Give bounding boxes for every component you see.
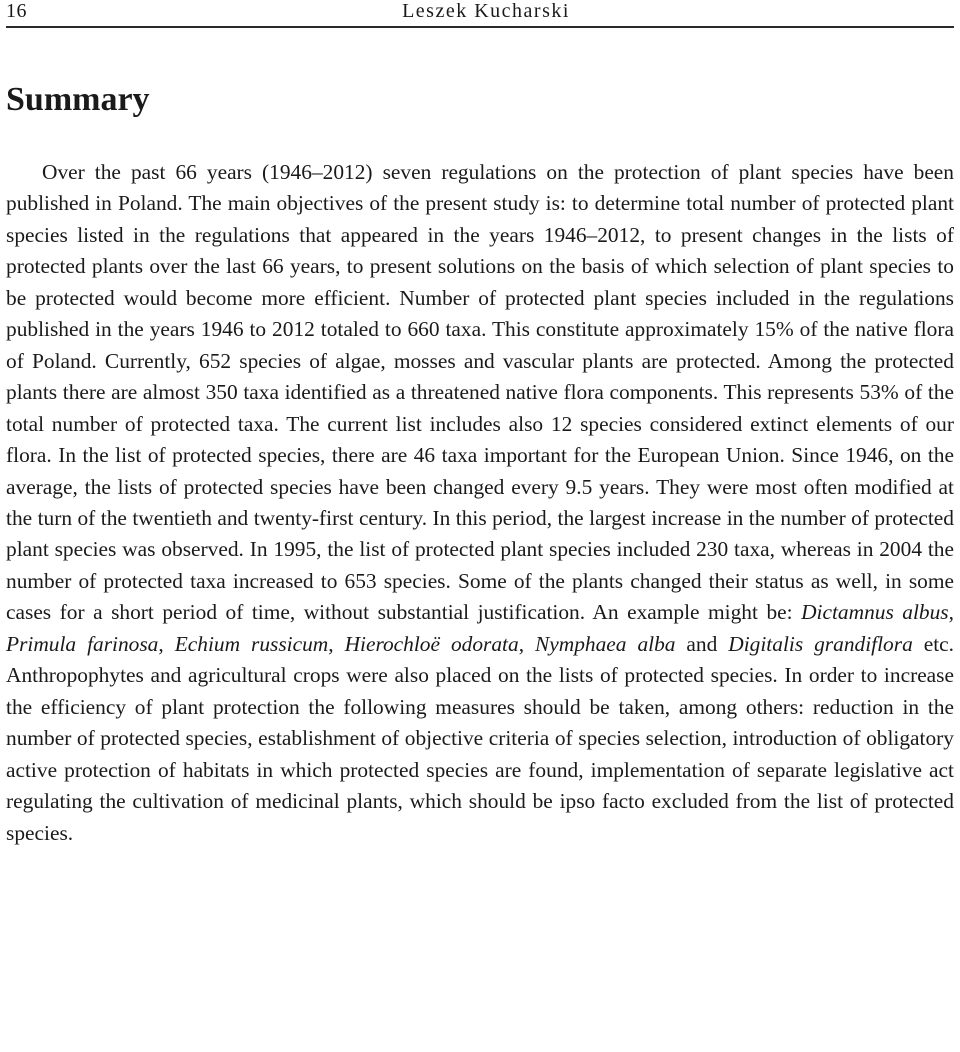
- section-title: Summary: [6, 81, 150, 118]
- summary-text-part-2: etc. Anthropophytes and agricultural crops were also placed on the lists of protected species. In order to increase the efficiency of plant protection the following measures should be taken, among others: reduction in the number of protected species, establishment of objective criteria of species selection, introduction of obligatory active protection of habitats in which protected species are found, implementation of separate legislative act regulating the cultivation of medicinal plants, which should be ipso facto excluded from the list of protected species.: [6, 631, 954, 845]
- separator: ,: [518, 631, 536, 656]
- species-name: Hierochloë odorata: [344, 631, 519, 656]
- separator: ,: [328, 631, 345, 656]
- species-name: Digitalis grandiflora: [728, 631, 913, 656]
- separator: ,: [948, 600, 954, 625]
- summary-text-part-1: Over the past 66 years (1946–2012) seven regulations on the protection of plant species have been published in Poland. The main objectives of the present study is: to determine total number of protected plant species listed in the regulations that appeared in the years 1946–2012, to present changes in the lists of protected plants over the last 66 years, to present solutions on the basis of which selection of plant species to be protected would become more efficient. Number of protected plant species included in the regulations published in the years 1946 to 2012 totaled to 660 taxa. This constitute approximately 15% of the native flora of Poland. Currently, 652 species of algae, mosses and vascular plants are protected. Among the protected plants there are almost 350 taxa identified as a threatened native flora components. This represents 53% of the total number of protected taxa. The current list includes also 12 species considered extinct elements of our flora. In the list of protected species, there are 46 taxa important for the European Union. Since 1946, on the average, the lists of protected species have been changed every 9.5 years. They were most often modified at the turn of the twentieth and twenty-first century. In this period, the largest increase in the number of protected plant species was observed. In 1995, the list of protected plant species included 230 taxa, whereas in 2004 the number of protected taxa increased to 653 species. Some of the plants changed their status as well, in some cases for a short period of time, without substantial justification. An example might be:: [6, 160, 954, 625]
- summary-paragraph: [6, 157, 954, 849]
- species-name: Primula farinosa: [6, 631, 159, 656]
- document-page: [6, 0, 954, 1052]
- separator: ,: [158, 631, 175, 656]
- header-author: Leszek Kucharski: [402, 0, 570, 22]
- page-number: 16: [6, 0, 27, 22]
- species-name: Nymphaea alba: [535, 631, 676, 656]
- separator: and: [675, 631, 729, 656]
- running-header: [6, 0, 954, 28]
- species-name: Dictamnus albus: [801, 600, 949, 625]
- species-name: Echium russicum: [174, 631, 329, 656]
